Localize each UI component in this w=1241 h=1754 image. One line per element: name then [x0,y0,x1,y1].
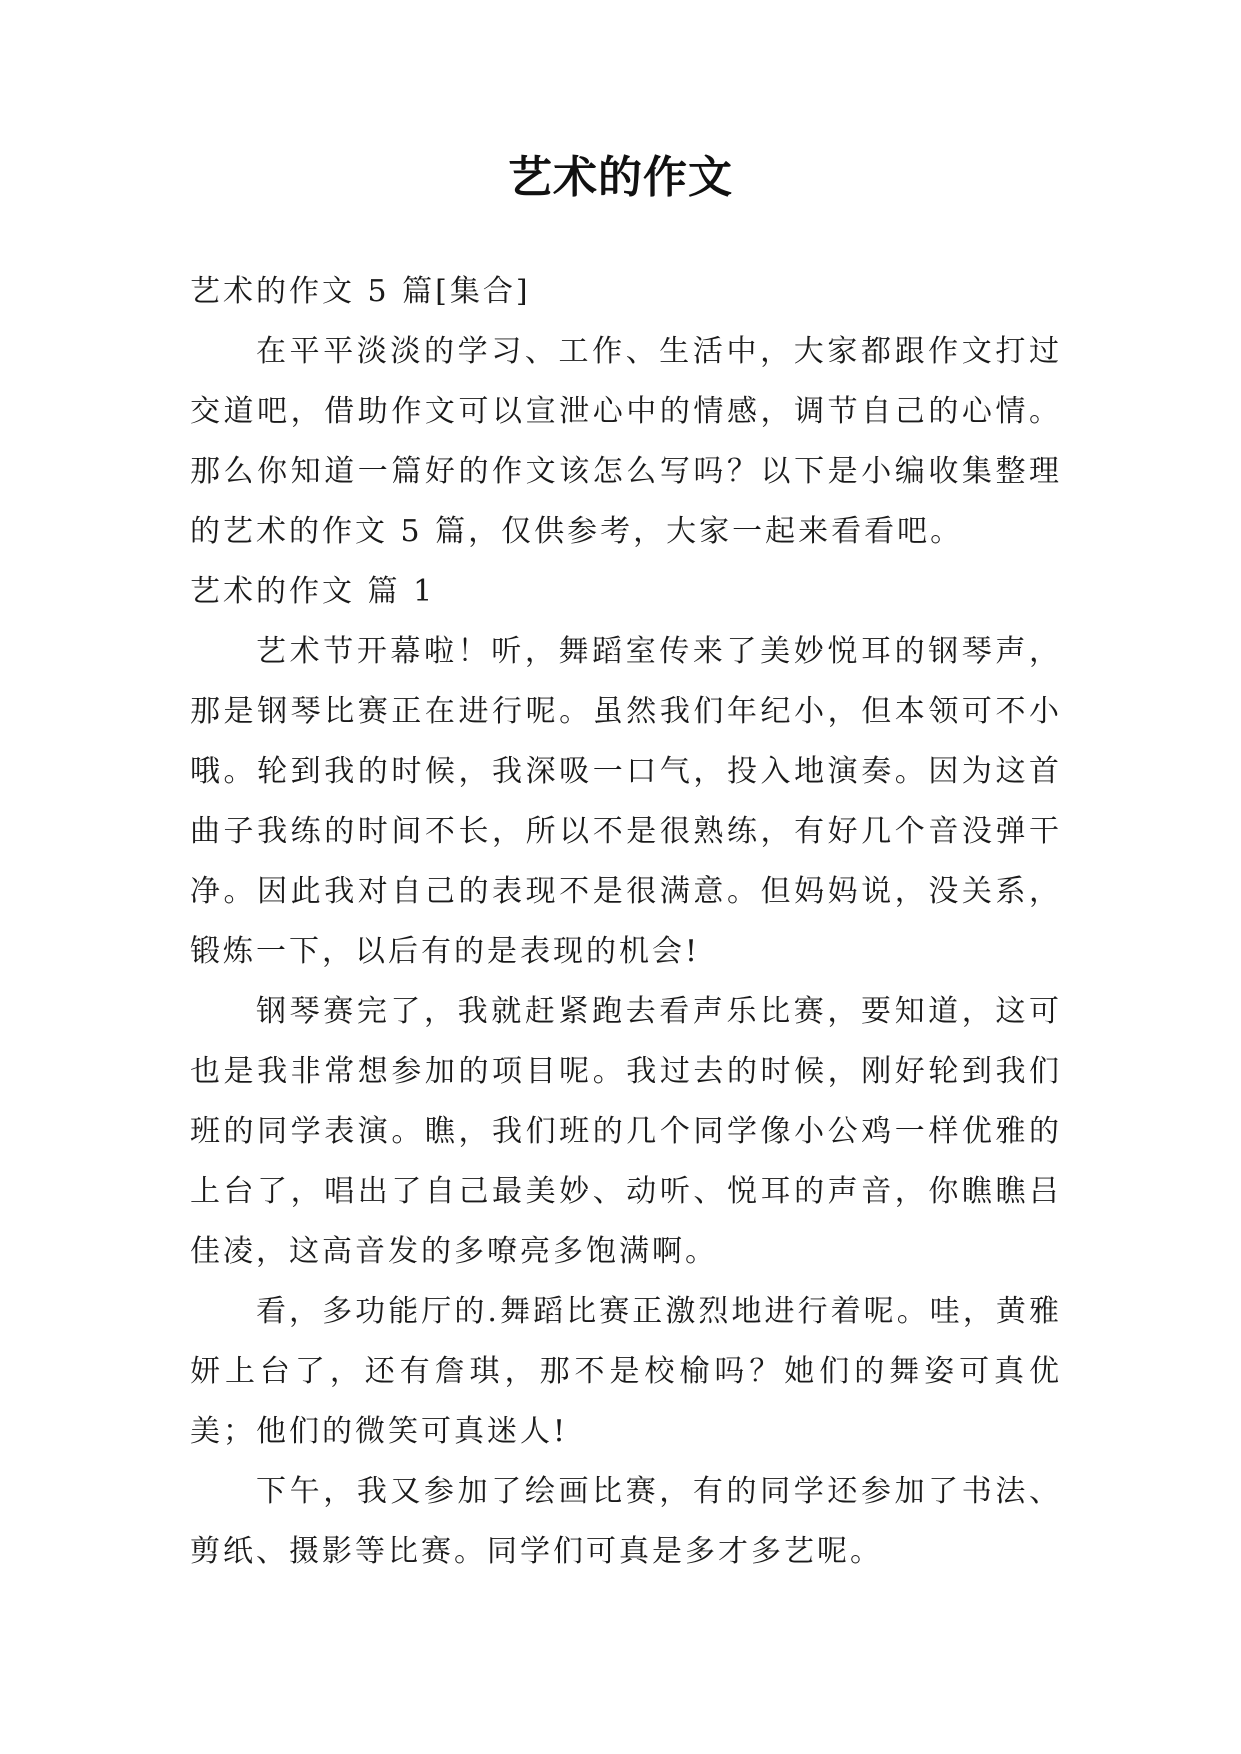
document-body [190,262,1062,1582]
section-heading: 艺术的作文 篇 1 [190,574,436,609]
document-title: 艺术的作文 [508,152,733,203]
body-paragraph: 下午，我又参加了绘画比赛，有的同学还参加了书法、剪纸、摄影等比赛。同学们可真是多才多艺呢。 [190,1474,1062,1569]
document-subtitle: 艺术的作文 5 篇[集合] [190,274,531,309]
body-paragraph: 钢琴赛完了，我就赶紧跑去看声乐比赛，要知道，这可也是我非常想参加的项目呢。我过去的时候，刚好轮到我们班的同学表演。瞧，我们班的几个同学像小公鸡一样优雅的上台了，唱出了自己最美妙、动听、悦耳的声音，你瞧瞧吕佳凌，这高音发的多嘹亮多饱满啊。 [190,994,1062,1269]
intro-paragraph: 在平平淡淡的学习、工作、生活中，大家都跟作文打过交道吧，借助作文可以宣泄心中的情感，调节自己的心情。那么你知道一篇好的作文该怎么写吗？以下是小编收集整理的艺术的作文 5 篇，仅供参考，大家一起来看看吧。 [190,334,1062,549]
body-paragraph: 艺术节开幕啦！听，舞蹈室传来了美妙悦耳的钢琴声，那是钢琴比赛正在进行呢。虽然我们年纪小，但本领可不小哦。轮到我的时候，我深吸一口气，投入地演奏。因为这首曲子我练的时间不长，所以不是很熟练，有好几个音没弹干净。因此我对自己的表现不是很满意。但妈妈说，没关系，锻炼一下，以后有的是表现的机会! [190,634,1062,969]
body-paragraph: 看，多功能厅的.舞蹈比赛正激烈地进行着呢。哇，黄雅妍上台了，还有詹琪，那不是校榆吗？她们的舞姿可真优美；他们的微笑可真迷人! [190,1294,1062,1449]
